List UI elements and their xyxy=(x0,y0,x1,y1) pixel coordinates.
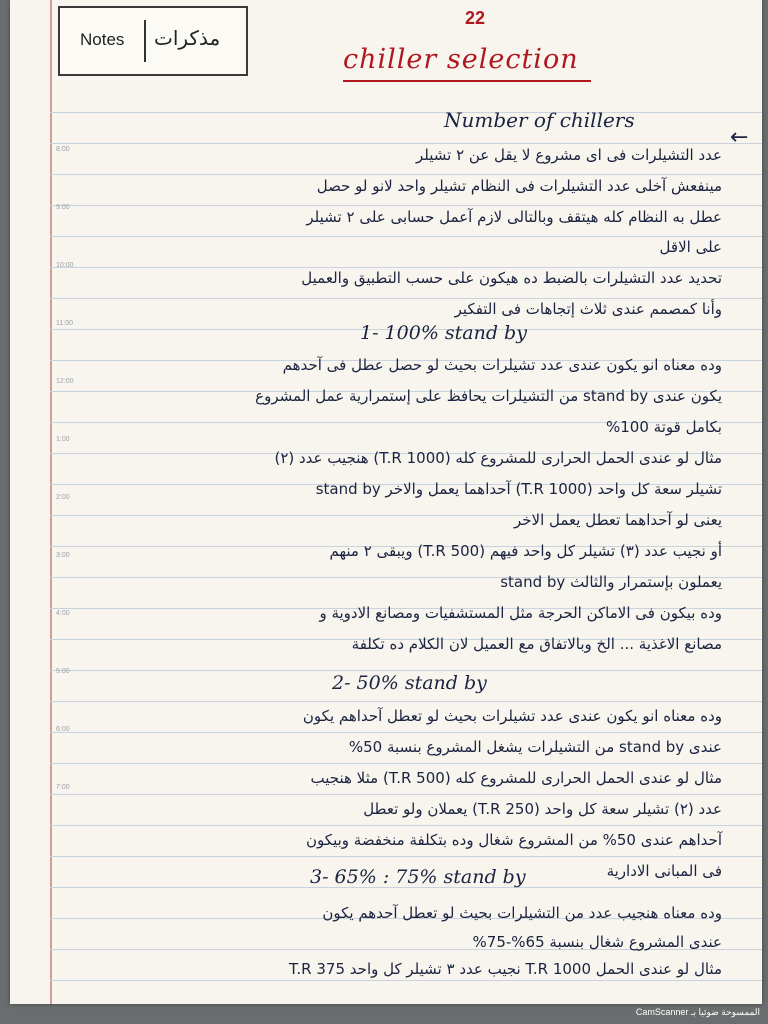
text-line: عندى المشروع شغال بنسبة 65%-75% xyxy=(472,933,722,951)
arrow-left-icon: ← xyxy=(730,125,749,150)
text-line: عدد (٢) تشيلر سعة كل واحد (250 T.R) يعملان ولو تعطل xyxy=(363,800,722,818)
time-marker: 12:00 xyxy=(56,378,74,385)
page-number: 22 xyxy=(465,8,486,28)
text-line: مثال لو عندى الحمل الحرارى للمشروع كله (500 T.R) مثلا هنجيب xyxy=(310,769,722,787)
ruled-line xyxy=(50,856,762,857)
ruled-line xyxy=(50,825,762,826)
time-marker: 7:00 xyxy=(56,784,70,791)
text-line: على الاقل xyxy=(659,238,722,256)
text-line: آحداهم عندى 50% من المشروع شغال وده بتكلفة منخفضة وبيكون xyxy=(306,831,722,849)
text-line: عدد التشيلرات فى اى مشروع لا يقل عن ٢ تشيلر xyxy=(415,146,722,164)
text-line: عندى stand by من التشيلرات يشغل المشروع بنسبة 50% xyxy=(348,738,722,756)
text-line: يعنى لو آحداهما تعطل يعمل الاخر xyxy=(513,511,722,529)
text-line: تشيلر سعة كل واحد (1000 T.R) آحداهما يعمل والاخر stand by xyxy=(315,480,722,498)
text-line: مصانع الاغذية ... الخ وبالاتفاق مع العميل لان الكلام ده تكلفة xyxy=(351,635,722,653)
ruled-line xyxy=(50,174,762,175)
time-marker: 10:00 xyxy=(56,262,74,269)
ruled-line xyxy=(50,143,762,144)
ruled-line xyxy=(50,670,762,671)
time-marker: 11:00 xyxy=(56,320,73,327)
ruled-line xyxy=(50,267,762,268)
text-line: بكامل قوتة 100% xyxy=(605,418,722,436)
text-line: مثال لو عندى الحمل 1000 T.R نجيب عدد ٣ تشيلر كل واحد 375 T.R xyxy=(289,960,722,978)
notes-label-arabic: مذكرات xyxy=(154,26,221,50)
camscanner-watermark: CamScanner الممسوحة ضوئيا بـ xyxy=(635,1007,760,1017)
time-marker: 2:00 xyxy=(56,494,70,501)
notes-label: Notes xyxy=(80,30,125,49)
option-3-heading: 3- 65% : 75% stand by xyxy=(310,866,526,888)
text-line: وده بيكون فى الاماكن الحرجة مثل المستشفيات ومصانع الادوية و xyxy=(319,604,722,622)
time-marker: 6:00 xyxy=(56,726,70,733)
ruled-line xyxy=(50,794,762,795)
text-line: عطل به النظام كله هيتقف وبالتالى لازم آعمل حسابى على ٢ تشيلر xyxy=(306,208,722,226)
ruled-line xyxy=(50,112,762,113)
text-line: وأنا كمصمم عندى ثلاث إتجاهات فى التفكير xyxy=(454,300,722,318)
ruled-line xyxy=(50,298,762,299)
text-line: مينفعش آخلى عدد التشيلرات فى النظام تشيلر واحد لانو لو حصل xyxy=(316,177,722,195)
text-line: فى المبانى الادارية xyxy=(606,862,722,880)
notebook-page xyxy=(10,0,762,1004)
time-marker: 3:00 xyxy=(56,552,70,559)
ruled-line xyxy=(50,205,762,206)
time-marker: 4:00 xyxy=(56,610,70,617)
text-line: وده معناه انو يكون عندى عدد تشيلرات بحيث لو تعطل آحداهم يكون xyxy=(302,707,722,725)
option-2-heading: 2- 50% stand by xyxy=(332,672,487,694)
ruled-line xyxy=(50,980,762,981)
text-line: تحديد عدد التشيلرات بالضبط ده هيكون على حسب التطبيق والعميل xyxy=(301,269,722,287)
ruled-line xyxy=(50,236,762,237)
header-divider xyxy=(144,20,146,62)
text-line: وده معناه هنجيب عدد من التشيلرات بحيث لو تعطل آحدهم يكون xyxy=(322,904,722,922)
ruled-line xyxy=(50,763,762,764)
text-line: يكون عندى stand by من التشيلرات يحافظ على إستمرارية عمل المشروع xyxy=(255,387,722,405)
notes-header-box xyxy=(58,6,248,76)
page-title: chiller selection xyxy=(343,44,579,75)
ruled-line xyxy=(50,701,762,702)
number-of-chillers-heading: Number of chillers xyxy=(444,108,635,132)
margin-line xyxy=(50,0,52,1004)
option-1-heading: 1- 100% stand by xyxy=(360,322,527,344)
text-line: وده معناه انو يكون عندى عدد تشيلرات بحيث لو حصل عطل فى آحدهم xyxy=(282,356,722,374)
time-marker: 9:00 xyxy=(56,204,70,211)
time-marker: 8:00 xyxy=(56,146,70,153)
time-marker: 5:00 xyxy=(56,668,70,675)
title-underline xyxy=(343,80,591,82)
time-marker: 1:00 xyxy=(56,436,70,443)
text-line: أو نجيب عدد (٣) تشيلر كل واحد فيهم (500 T.R) ويبقى ٢ منهم xyxy=(329,542,722,560)
ruled-line xyxy=(50,732,762,733)
text-line: مثال لو عندى الحمل الحرارى للمشروع كله (1000 T.R) هنجيب عدد (٢) xyxy=(274,449,722,467)
text-line: يعملون بإستمرار والثالث stand by xyxy=(500,573,722,591)
